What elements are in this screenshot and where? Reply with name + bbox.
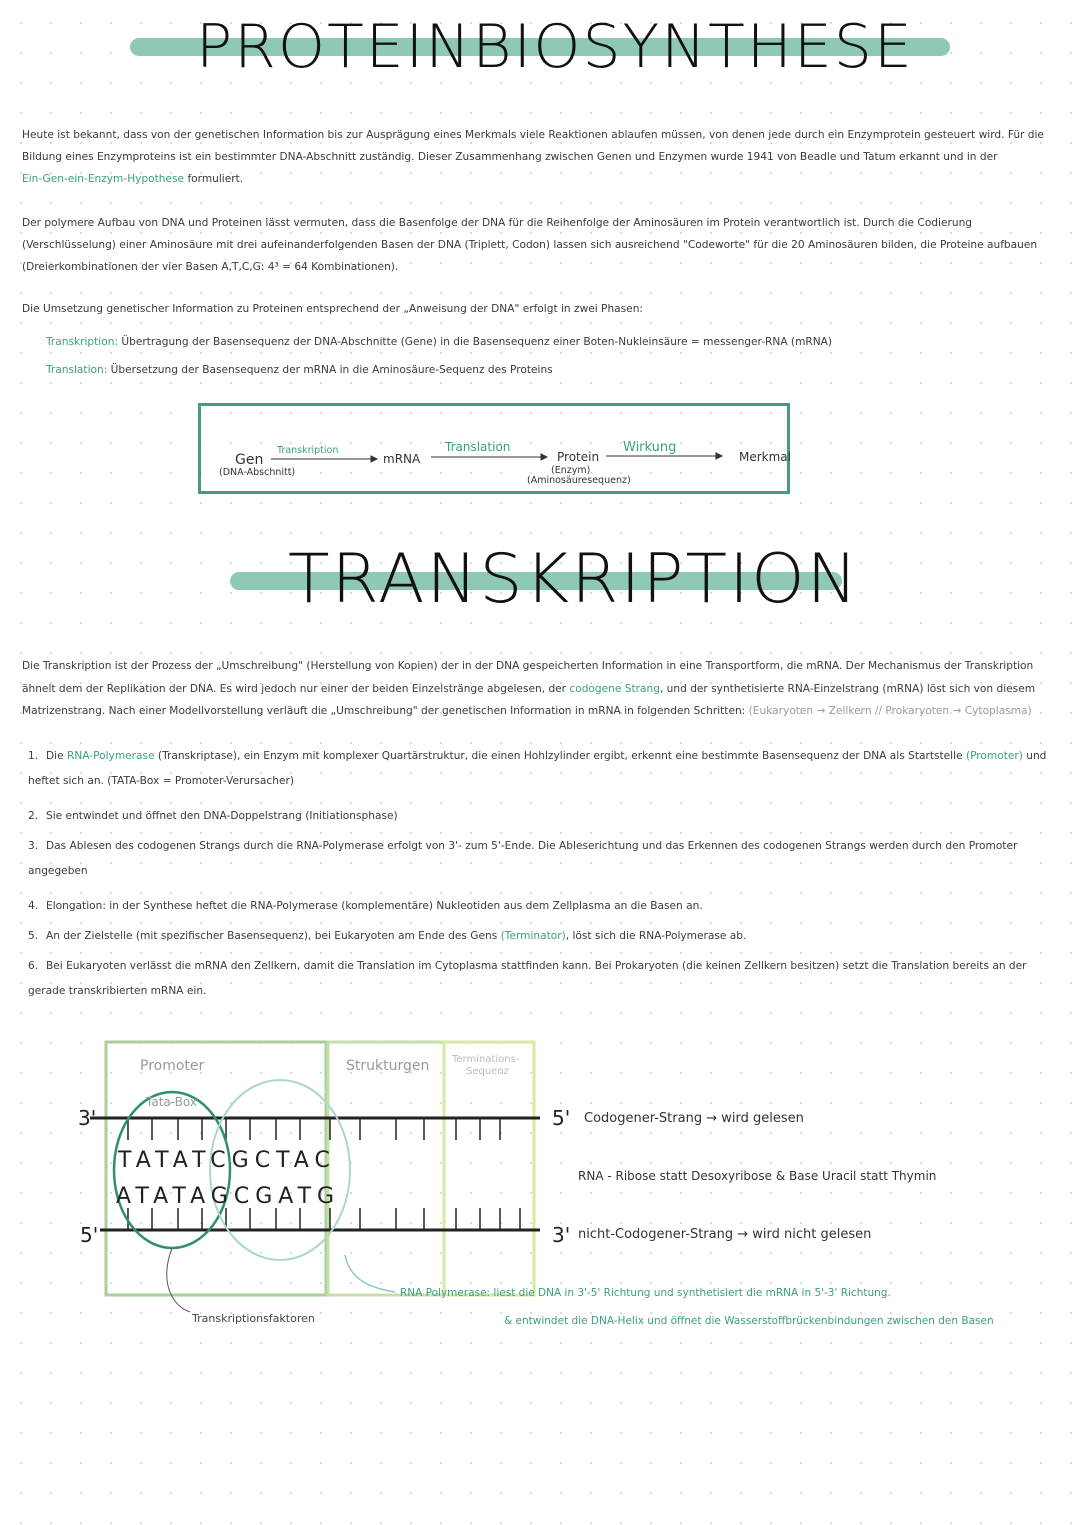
step-text: , löst sich die RNA-Polymerase ab. bbox=[565, 930, 747, 942]
right-3-marker: 3' bbox=[552, 1223, 571, 1247]
phases-intro: Die Umsetzung genetischer Information zu Proteinen entsprechend der „Anweisung der DNA" erfolgt in zwei Phasen: bbox=[22, 303, 643, 315]
step-number: 3. bbox=[28, 840, 39, 852]
transcription-intro-b: , und der synthetisierte RNA-Einzelstrang (mRNA) löst sich von diesem Matrizenstrang. Nach einer Modellvorstellung verläuft die „Umschreibung" der genetischen Information in mRNA in folgenden Schritten: bbox=[22, 682, 1036, 717]
flow-protein-sub1: (Enzym) bbox=[551, 465, 591, 476]
intro-text-b: formuliert. bbox=[184, 173, 244, 185]
step-number: 6. bbox=[28, 960, 39, 972]
tata-box-label: Tata-Box bbox=[146, 1095, 197, 1109]
rna-difference-note: RNA - Ribose statt Desoxyribose & Base Uracil statt Thymin bbox=[578, 1169, 937, 1183]
transcription-intro bbox=[22, 655, 1062, 723]
flow-arrows bbox=[201, 406, 787, 491]
polymerase-note-leader bbox=[345, 1255, 395, 1292]
dna-end-3-top: 3' bbox=[78, 1106, 97, 1130]
codogene-strang-term: codogene Strang bbox=[569, 682, 660, 695]
step-highlight: (Promoter) bbox=[965, 750, 1023, 762]
step-item bbox=[28, 894, 1063, 919]
step-number: 5. bbox=[28, 930, 39, 942]
step-text: An der Zielstelle (mit spezifischer Basensequenz), bei Eukaryoten am Ende des Gens bbox=[46, 930, 501, 942]
flow-arrow-wirkung-label: Wirkung bbox=[623, 440, 677, 455]
phase-translation-text: Übersetzung der Basensequenz der mRNA in die Aminosäure-Sequenz des Proteins bbox=[107, 364, 553, 376]
codogenic-strand-label: Codogener-Strang → wird gelesen bbox=[584, 1111, 804, 1126]
transcription-factors-label: Transkriptionsfaktoren bbox=[192, 1312, 315, 1325]
top-base-sequence: TATATCGCTAC bbox=[118, 1148, 336, 1173]
phase-translation-term: Translation: bbox=[46, 364, 108, 376]
flow-protein-sub2: (Aminosäuresequenz) bbox=[527, 475, 631, 486]
step-text: Sie entwindet und öffnet den DNA-Doppelstrang (Initiationsphase) bbox=[46, 810, 398, 822]
polymer-paragraph: Der polymere Aufbau von DNA und Proteinen lässt vermuten, dass die Basenfolge der DNA für die Reihenfolge der Aminosäuren im Protein verantwortlich ist. Durch die Codierung (Verschlüsselung) einer Aminosäure mit drei aufeinanderfolgenden Basen der DNA (Triplett, Codon) lassen sich ausreichend "Codeworte" für die 20 Aminosäuren bilden, die Proteine aufbauen (Dreierkombinationen der vier Basen A,T,C,G: 4³ = 64 Kombinationen). bbox=[22, 217, 1038, 273]
intro-text-a: Heute ist bekannt, dass von der genetischen Information bis zur Ausprägung eines Merkmals viele Reaktionen ablaufen müssen, von denen jede durch ein Enzymprotein gesteuert wird. Für die Bildung eines Enzymproteins ist ein bestimmter DNA-Abschnitt zuständig. Dieser Zusammenhang zwischen Genen und Enzymen wurde 1941 von Beadle und Tatum erkannt und in der bbox=[22, 129, 1044, 163]
step-number: 4. bbox=[28, 900, 39, 912]
page-title: PROTEINBIOSYNTHESE bbox=[196, 12, 914, 82]
flow-gen-sub: (DNA-Abschnitt) bbox=[219, 467, 296, 478]
termination-label-1: Terminations- bbox=[452, 1054, 520, 1065]
transcription-location-note: (Eukaryoten → Zellkern // Prokaryoten → Cytoplasma) bbox=[748, 705, 1032, 717]
step-number: 1. bbox=[28, 750, 39, 762]
flow-protein: Protein bbox=[557, 450, 600, 464]
transcription-factor-leader bbox=[167, 1248, 190, 1312]
dna-diagram bbox=[0, 1030, 1080, 1340]
flow-merkmal: Merkmal bbox=[739, 450, 791, 464]
polymerase-note-2: & entwindet die DNA-Helix und öffnet die Wasserstoffbrückenbindungen zwischen den Basen bbox=[504, 1315, 994, 1327]
transcription-intro-a: Die Transkription ist der Prozess der „Umschreibung" (Herstellung von Kopien) der in der DNA gespeicherten Information in eine Transportform, die mRNA. Der Mechanismus der Transkription ähnelt dem der Replikation der DNA. Es wird jedoch nur einer der beiden Einzelstränge abgelesen, der bbox=[22, 660, 1034, 695]
flow-arrow-translation-label: Translation bbox=[445, 440, 511, 454]
termination-label-2: Sequenz bbox=[466, 1066, 509, 1077]
phase-transcription-text: Übertragung der Basensequenz der DNA-Abschnitte (Gene) in die Basensequenz einer Boten-Nukleinsäure = messenger-RNA (mRNA) bbox=[118, 336, 833, 348]
phase-transcription bbox=[46, 331, 1046, 353]
intro-paragraph bbox=[22, 124, 1062, 190]
flow-gen: Gen bbox=[235, 452, 264, 468]
hypothesis-term: Ein-Gen-ein-Enzym-Hypothese bbox=[22, 173, 185, 185]
step-text: Die bbox=[46, 750, 67, 762]
step-item bbox=[28, 924, 1063, 949]
step-text: und heftet sich an. (TATA-Box = Promoter-Verursacher) bbox=[28, 750, 1047, 787]
flow-arrow-transcription-label: Transkription bbox=[277, 445, 339, 456]
dna-end-5-bottom: 5' bbox=[80, 1223, 99, 1247]
step-highlight: RNA-Polymerase bbox=[67, 750, 155, 762]
phase-translation bbox=[46, 359, 1046, 381]
step-item bbox=[28, 744, 1063, 794]
step-text: Das Ablesen des codogenen Strangs durch die RNA-Polymerase erfolgt von 3'- zum 5'-Ende. Die Ableserichtung und das Erkennen des codogenen Strangs werden durch den Promoter angegeben bbox=[28, 840, 1018, 877]
bottom-base-sequence: ATATAGCGATG bbox=[116, 1184, 341, 1209]
step-highlight: (Terminator) bbox=[500, 930, 566, 942]
termination-region-box bbox=[444, 1042, 534, 1295]
flow-diagram-box bbox=[198, 403, 790, 494]
step-item bbox=[28, 804, 1063, 829]
strukturgen-label: Strukturgen bbox=[346, 1058, 430, 1074]
step-text: (Transkriptase), ein Enzym mit komplexer Quartärstruktur, die einen Hohlzylinder ergibt, erkennt eine bestimmte Basensequenz der DNA als Startstelle bbox=[154, 750, 966, 762]
right-5-marker: 5' bbox=[552, 1106, 571, 1130]
strand-ticks-bottom bbox=[128, 1208, 520, 1230]
step-item bbox=[28, 834, 1063, 884]
promoter-label: Promoter bbox=[140, 1058, 205, 1074]
section-title-transkription: TRANSKRIPTION bbox=[288, 540, 860, 619]
polymerase-note-1: RNA Polymerase: liest die DNA in 3'-5' Richtung und synthetisiert die mRNA in 5'-3' Richtung. bbox=[400, 1287, 891, 1299]
phase-transcription-term: Transkription: bbox=[46, 336, 119, 348]
step-number: 2. bbox=[28, 810, 39, 822]
flow-mrna: mRNA bbox=[383, 452, 421, 466]
step-item bbox=[28, 954, 1063, 1004]
noncodogenic-strand-label: nicht-Codogener-Strang → wird nicht gelesen bbox=[578, 1227, 872, 1242]
step-text: Elongation: in der Synthese heftet die RNA-Polymerase (komplementäre) Nukleotiden aus dem Zellplasma an die Basen an. bbox=[46, 900, 703, 912]
step-text: Bei Eukaryoten verlässt die mRNA den Zellkern, damit die Translation im Cytoplasma stattfinden kann. Bei Prokaryoten (die keinen Zellkern besitzen) setzt die Translation bereits an der gerade transkribierten mRNA ein. bbox=[28, 960, 1027, 997]
